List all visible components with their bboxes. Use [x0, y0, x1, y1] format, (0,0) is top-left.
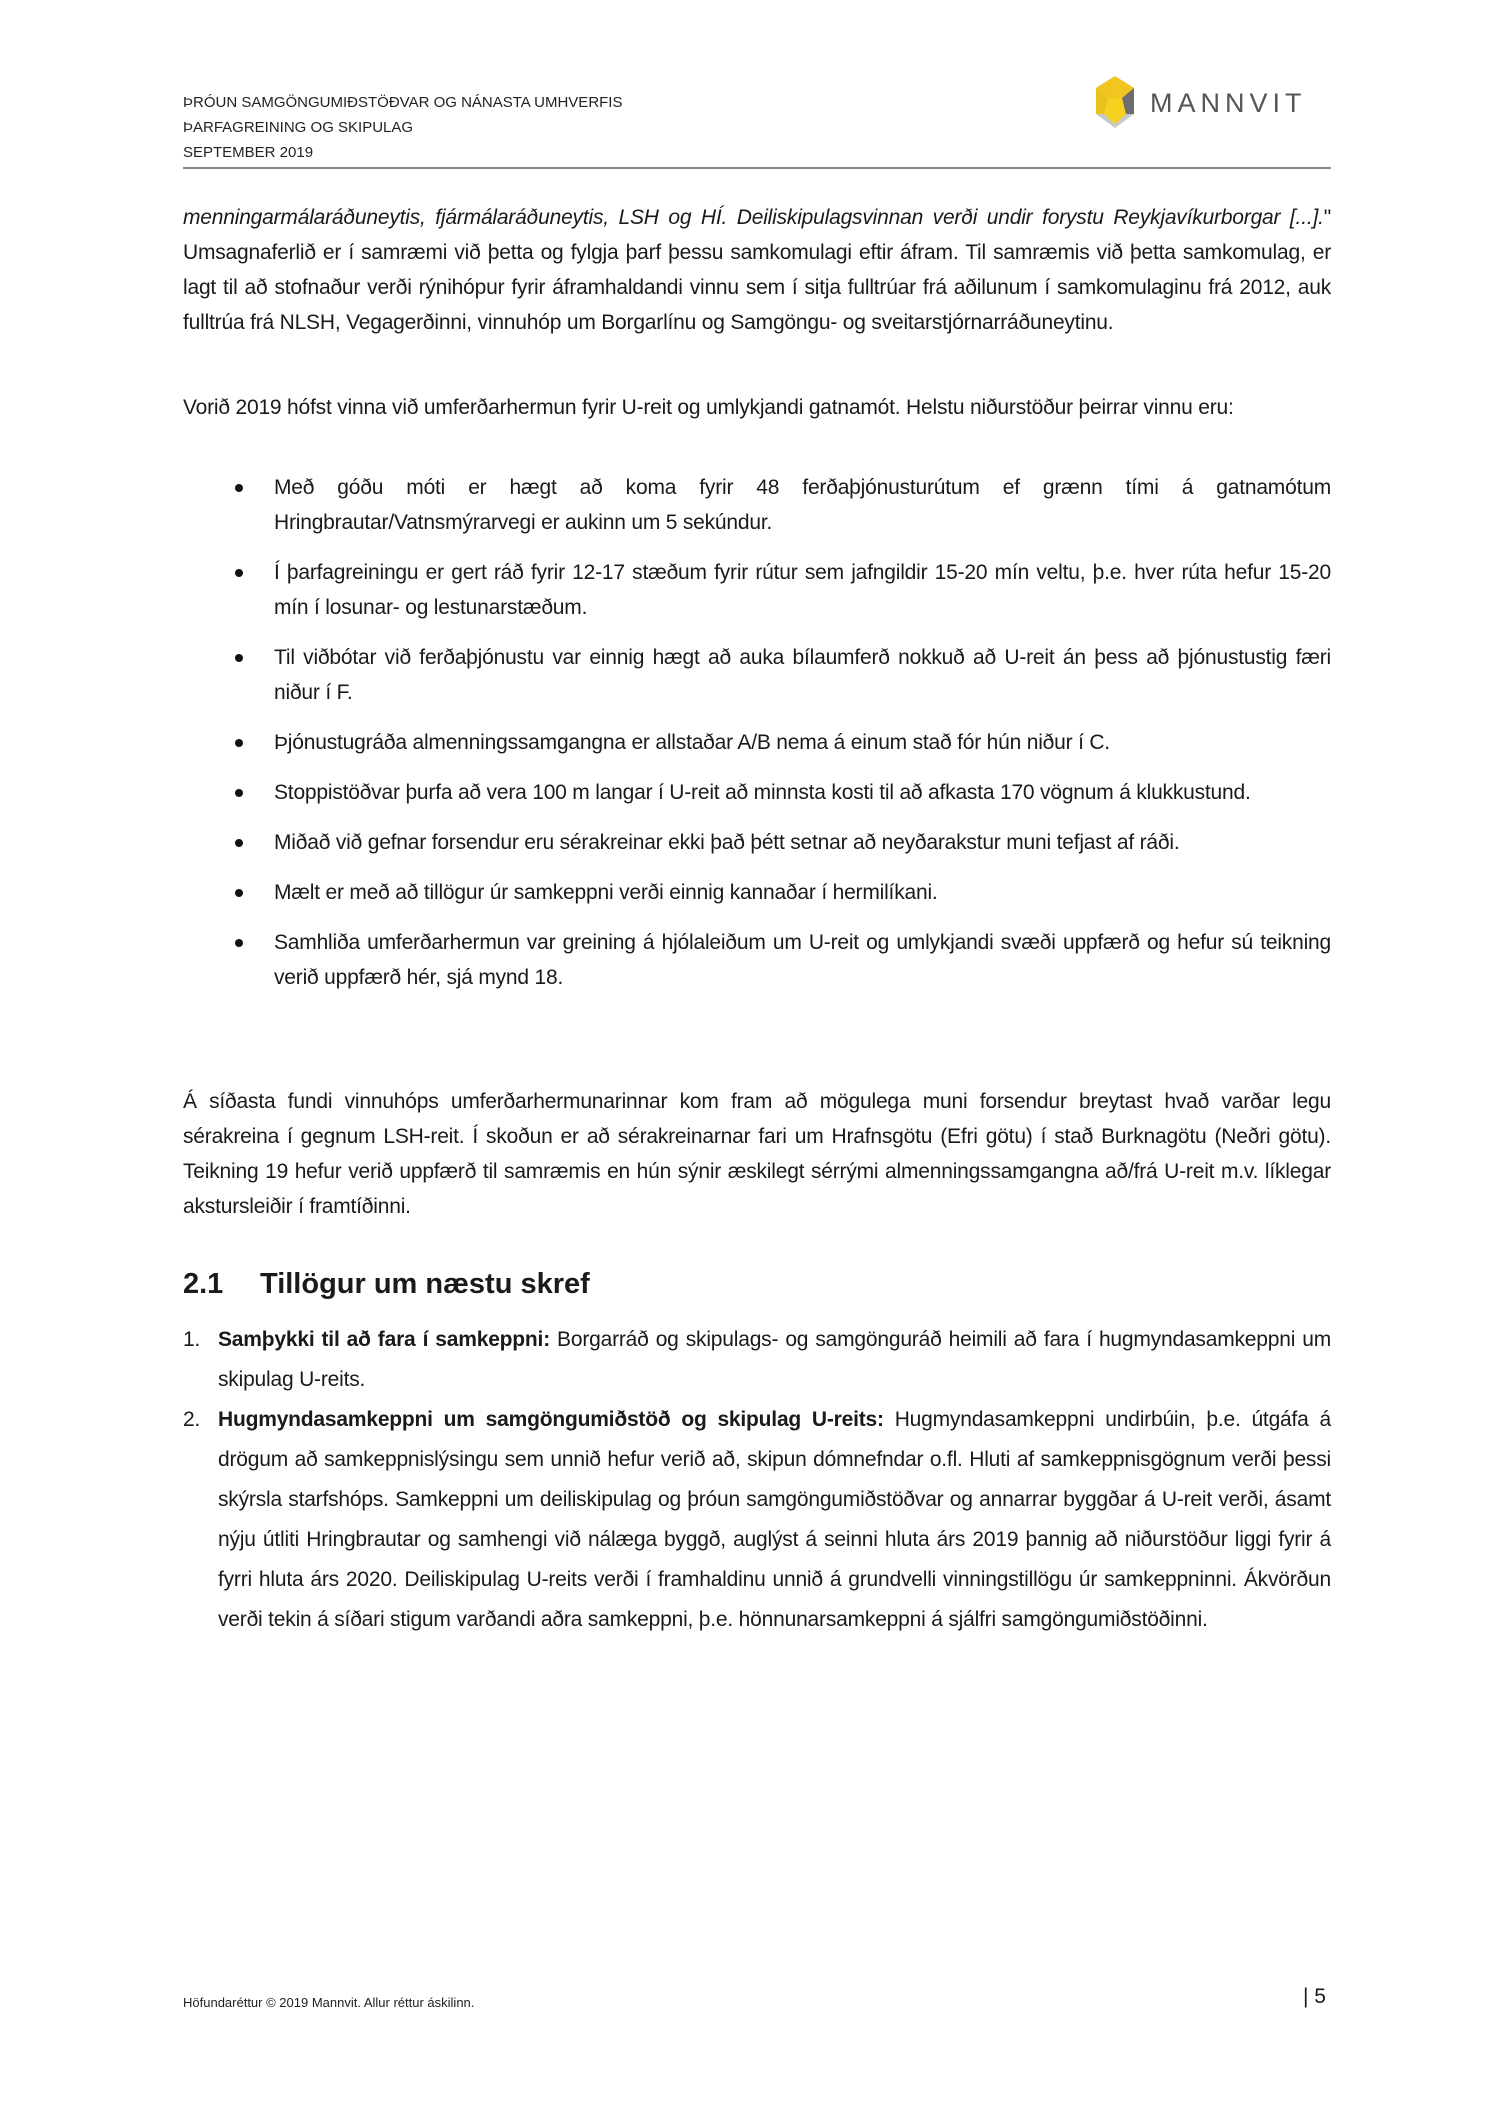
bullet-icon [235, 484, 243, 492]
bullet-icon [235, 654, 243, 662]
item-number: 2. [183, 1408, 201, 1431]
list-item-text: Til viðbótar við ferðaþjónustu var einnig hægt að auka bílaumferð nokkuð að U-reit án þess að þjónustustig færi niður í F. [274, 646, 1331, 704]
list-item [183, 1320, 1331, 1400]
list-item [183, 1400, 1331, 1640]
bullet-icon [235, 889, 243, 897]
logo-text: MANNVIT [1150, 87, 1307, 118]
running-header [183, 90, 622, 165]
list-item-text: Stoppistöðvar þurfa að vera 100 m langar í U-reit að minnsta kosti til að afkasta 170 vögnum á klukkustund. [274, 781, 1251, 804]
bullet-icon [235, 839, 243, 847]
mannvit-logo-icon [1092, 74, 1138, 132]
section-heading [183, 1268, 590, 1301]
list-item-text: Í þarfagreiningu er gert ráð fyrir 12-17 stæðum fyrir rútur sem jafngildir 15-20 mín veltu, þ.e. hver rúta hefur 15-20 mín í losunar- og lestunarstæðum. [274, 561, 1331, 619]
intro-paragraph [183, 200, 1331, 340]
section-number: 2.1 [183, 1268, 224, 1300]
footer-copyright: Höfundaréttur © 2019 Mannvit. Allur réttur áskilinn. [183, 1995, 475, 2010]
list-item [183, 725, 1331, 760]
findings-list [183, 470, 1331, 1010]
findings-intro [183, 390, 1331, 425]
page-number: | 5 [1303, 1985, 1326, 2008]
list-item [183, 555, 1331, 625]
closing-paragraph-text: Á síðasta fundi vinnuhóps umferðarhermunarinnar kom fram að mögulega muni forsendur breytast hvað varðar legu sérakreina í gegnum LSH-reit. Í skoðun er að sérakreinarnar fari um Hrafnsgötu (Efri götu) í stað Burknagötu (Neðri götu). Teikning 19 hefur verið uppfærð til samræmis en hún sýnir æskilegt sérrými almenningssamgangna að/frá U-reit m.v. líklegar akstursleiðir í framtíðinni. [183, 1090, 1331, 1218]
header-divider [183, 167, 1331, 169]
header-date: SEPTEMBER 2019 [183, 144, 314, 161]
steps-list [183, 1320, 1331, 1640]
bullet-icon [235, 569, 243, 577]
list-item [183, 470, 1331, 540]
list-item [183, 925, 1331, 995]
list-item-text: Mælt er með að tillögur úr samkeppni verði einnig kannaðar í hermilíkani. [274, 881, 938, 904]
list-item-text: Með góðu móti er hægt að koma fyrir 48 ferðaþjónusturútum ef grænn tími á gatnamótum Hringbrautar/Vatnsmýrarvegi er aukinn um 5 sekúndur. [274, 476, 1331, 534]
item-lead: Samþykki til að fara í samkeppni: [218, 1328, 550, 1351]
bullet-icon [235, 939, 243, 947]
findings-intro-text: Vorið 2019 hófst vinna við umferðarhermun fyrir U-reit og umlykjandi gatnamót. Helstu niðurstöður þeirrar vinnu eru: [183, 396, 1234, 419]
item-text: Hugmyndasamkeppni undirbúin, þ.e. útgáfa á drögum að samkeppnislýsingu sem unnið hefur verið að, skipun dómnefndar o.fl. Hluti af samkeppnisgögnum verði þessi skýrsla starfshóps. Samkeppni um deiliskipulag og þróun samgöngumiðstöðvar og annarrar byggðar á U-reit verði, ásamt nýju útliti Hringbrautar og samhengi við nálæga byggð, auglýst á seinni hluta árs 2019 þannig að niðurstöður liggi fyrir á fyrri hluta árs 2020. Deiliskipulag U-reits verði í framhaldinu unnið á grundvelli vinningstillögu úr samkeppninni. Ákvörðun verði tekin á síðari stigum varðandi aðra samkeppni, þ.e. hönnunarsamkeppni á sjálfri samgöngumiðstöðinni. [218, 1408, 1331, 1631]
header-title: ÞRÓUN SAMGÖNGUMIÐSTÖÐVAR OG NÁNASTA UMHVERFIS [183, 94, 623, 111]
mannvit-logo [1092, 74, 1307, 132]
list-item-text: Þjónustugráða almenningssamgangna er allstaðar A/B nema á einum stað fór hún niður í C. [274, 731, 1110, 754]
section-title: Tillögur um næstu skref [260, 1268, 590, 1300]
list-item [183, 775, 1331, 810]
item-text: Borgarráð og skipulags- og samgönguráð heimili að fara í hugmyndasamkeppni um skipulag U-reits. [218, 1328, 1332, 1391]
bullet-icon [235, 739, 243, 747]
item-lead: Hugmyndasamkeppni um samgöngumiðstöð og skipulag U-reits: [218, 1408, 884, 1431]
list-item [183, 875, 1331, 910]
quote-text: menningarmálaráðuneytis, fjármálaráðuneytis, LSH og HÍ. Deiliskipulagsvinnan verði undir forystu Reykjavíkurborgar [...]. [183, 206, 1324, 229]
header-subtitle: ÞARFAGREINING OG SKIPULAG [183, 119, 414, 136]
list-item [183, 825, 1331, 860]
closing-paragraph [183, 1084, 1331, 1224]
list-item [183, 640, 1331, 710]
item-number: 1. [183, 1328, 201, 1351]
intro-text: " Umsagnaferlið er í samræmi við þetta og fylgja þarf þessu samkomulagi eftir áfram. Til samræmis við þetta samkomulag, er lagt til að stofnaður verði rýnihópur fyrir áframhaldandi vinnu sem í sitja fulltrúar frá aðilunum í samkomulaginu frá 2012, auk fulltrúa frá NLSH, Vegagerðinni, vinnuhóp um Borgarlínu og Samgöngu- og sveitarstjórnarráðuneytinu. [183, 206, 1331, 334]
list-item-text: Miðað við gefnar forsendur eru sérakreinar ekki það þétt setnar að neyðarakstur muni tefjast af ráði. [274, 831, 1180, 854]
list-item-text: Samhliða umferðarhermun var greining á hjólaleiðum um U-reit og umlykjandi svæði uppfærð og hefur sú teikning verið uppfærð hér, sjá mynd 18. [274, 931, 1331, 989]
bullet-icon [235, 789, 243, 797]
